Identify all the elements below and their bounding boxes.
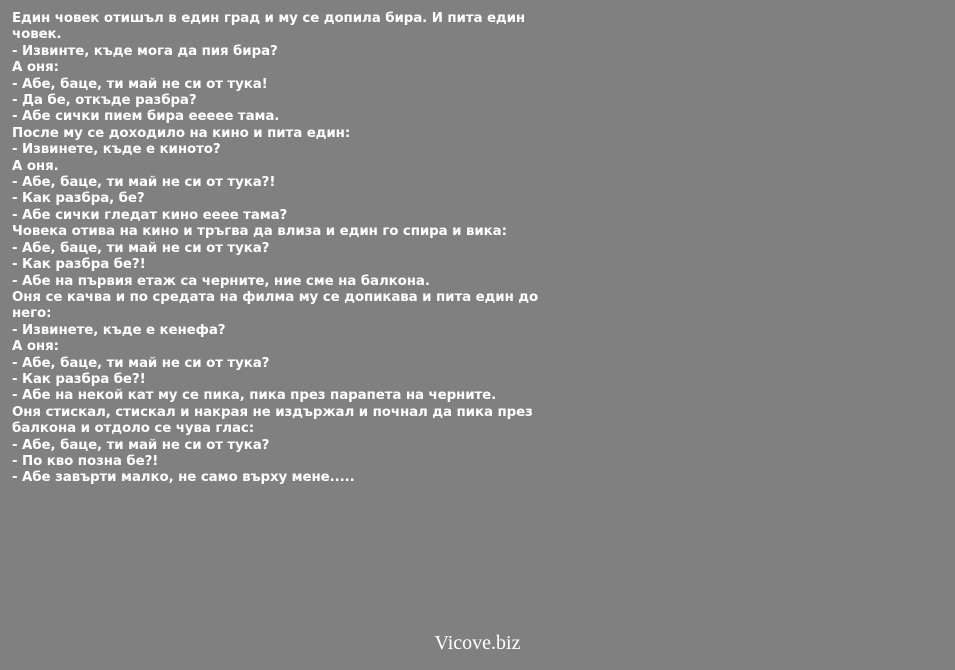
joke-line: - Абе, баце, ти май не си от тука? [12,240,270,256]
joke-line: А оня. [12,158,59,174]
joke-line: Човека отива на кино и тръгва да влиза и един го спира и вика: [12,224,507,240]
joke-line: - Извинте, къде мога да пия бира? [12,43,278,59]
joke-line: Оня се качва и по средата на филма му се допикава и пита един до него: [12,289,539,322]
joke-line: - Как разбра бе?! [12,257,146,273]
joke-line: А оня: [12,60,59,76]
joke-line: - Абе, баце, ти май не си от тука?! [12,175,276,191]
joke-line: - Да бе, откъде разбра? [12,93,197,109]
joke-line: - Абе, баце, ти май не си от тука? [12,355,270,371]
joke-line: После му се доходило на кино и пита един: [12,125,351,141]
joke-line: Оня стискал, стискал и накрая не издържал и почнал да пика през балкона и отдоло се чува глас: [12,404,533,437]
joke-line: - Абе сички пием бира еееее тама. [12,109,280,125]
joke-line: - Извинете, къде е кенефа? [12,322,226,338]
joke-line: - Абе завърти малко, не само върху мене..... [12,470,355,486]
joke-line: - По кво позна бе?! [12,453,159,469]
joke-line: - Как разбра, бе? [12,191,145,207]
joke-line: - Абе на некой кат му се пика, пика през парапета на черните. [12,388,497,404]
joke-line: - Абе, баце, ти май не си от тука? [12,437,270,453]
joke-text [12,11,557,487]
site-watermark: Vicove.biz [434,632,521,654]
joke-line: А оня: [12,339,59,355]
joke-line: - Абе сички гледат кино ееее тама? [12,207,288,223]
joke-line: Един човек отишъл в един град и му се допила бира. И пита един човек. [12,11,526,43]
joke-line: - Абе, баце, ти май не си от тука! [12,76,268,92]
joke-line: - Абе на първия етаж са черните, ние сме на балкона. [12,273,430,289]
joke-line: - Как разбра бе?! [12,371,146,387]
joke-line: - Извинете, къде е киното? [12,142,221,158]
